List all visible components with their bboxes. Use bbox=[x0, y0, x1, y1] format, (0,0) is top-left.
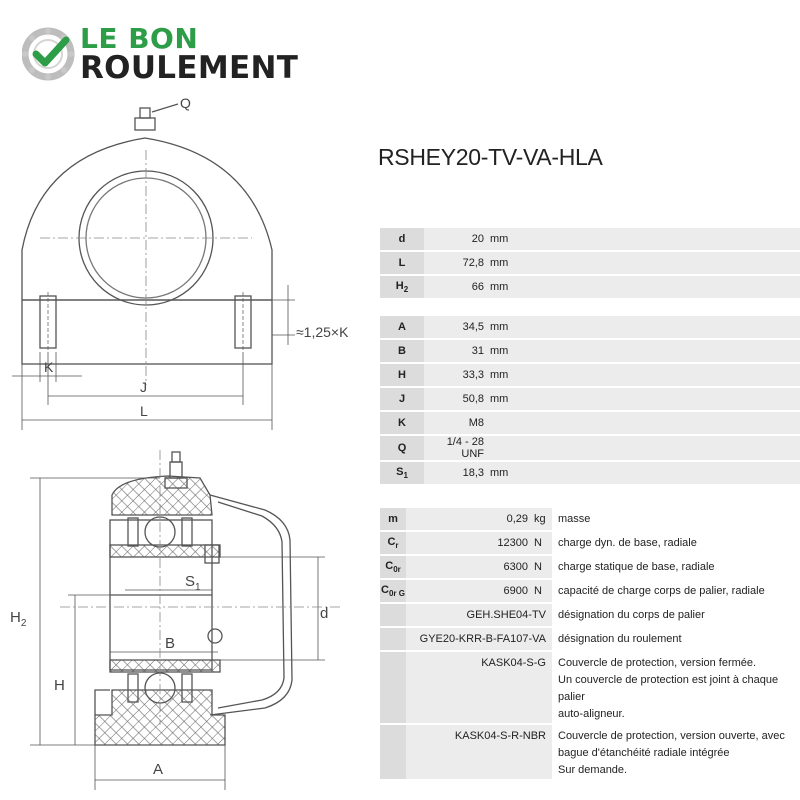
dimension-key: B bbox=[380, 340, 424, 362]
dimension-value: 1/4 - 28 UNF bbox=[424, 436, 490, 460]
spec-row bbox=[380, 652, 800, 723]
spec-designation: GEH.SHE04-TV bbox=[406, 604, 552, 626]
dimension-unit: mm bbox=[490, 276, 520, 298]
dimension-value: 31 bbox=[424, 340, 490, 362]
spec-row bbox=[380, 628, 800, 650]
label-j: J bbox=[140, 379, 147, 395]
label-a: A bbox=[153, 761, 164, 778]
label-h: H bbox=[54, 677, 65, 694]
dimension-unit: mm bbox=[490, 316, 520, 338]
spec-description-line: Sur demande. bbox=[558, 764, 628, 776]
label-d: d bbox=[320, 605, 329, 622]
brand-line2: ROULEMENT bbox=[80, 50, 299, 86]
spec-row bbox=[380, 604, 800, 626]
dimension-value: 50,8 bbox=[424, 388, 490, 410]
dimension-row bbox=[380, 252, 800, 274]
filler-cell bbox=[520, 388, 800, 410]
section-view bbox=[30, 450, 340, 790]
spec-key bbox=[380, 604, 406, 626]
dimension-row bbox=[380, 228, 800, 250]
product-title: RSHEY20-TV-VA-HLA bbox=[378, 144, 603, 170]
dimension-unit bbox=[490, 436, 520, 460]
dimension-unit: mm bbox=[490, 228, 520, 250]
brand-line1: LE BON bbox=[80, 22, 199, 55]
spec-value: 12300 bbox=[406, 532, 531, 554]
spec-value: 6900 bbox=[406, 580, 531, 602]
label-q: Q bbox=[180, 95, 191, 111]
spec-row bbox=[380, 532, 800, 554]
spec-key: $C_{0r}$ bbox=[380, 556, 406, 578]
filler-cell bbox=[520, 228, 800, 250]
spec-designation: KASK04-S-G bbox=[406, 652, 552, 723]
technical-drawing bbox=[0, 90, 375, 800]
spec-designation: GYE20-KRR-B-FA107-VA bbox=[406, 628, 552, 650]
label-s1: $S_1$ bbox=[185, 573, 201, 593]
spec-description-line: Un couvercle de protection est joint à chaque palier bbox=[558, 674, 779, 703]
filler-cell bbox=[520, 252, 800, 274]
dimension-row bbox=[380, 276, 800, 298]
front-view bbox=[12, 104, 295, 430]
spec-row bbox=[380, 725, 800, 779]
dimension-value: 18,3 bbox=[424, 462, 490, 484]
dimension-unit: mm bbox=[490, 340, 520, 362]
spec-unit: N bbox=[531, 580, 552, 602]
spec-unit: kg bbox=[531, 508, 552, 530]
dimension-key: $S_1$ bbox=[380, 462, 424, 484]
dimension-key: J bbox=[380, 388, 424, 410]
spec-key: m bbox=[380, 508, 406, 530]
spec-key bbox=[380, 652, 406, 723]
spacer-row bbox=[380, 300, 800, 314]
spec-row bbox=[380, 556, 800, 578]
spec-description: désignation du corps de palier bbox=[552, 604, 800, 626]
specs-table bbox=[380, 506, 800, 781]
filler-cell bbox=[520, 364, 800, 386]
dimension-row bbox=[380, 388, 800, 410]
filler-cell bbox=[520, 276, 800, 298]
bearing-check-icon bbox=[22, 26, 78, 82]
dimension-unit: mm bbox=[490, 252, 520, 274]
spec-description-line: Couvercle de protection, version fermée. bbox=[558, 657, 757, 669]
brand-logo bbox=[22, 22, 302, 84]
dimension-key: d bbox=[380, 228, 424, 250]
filler-cell bbox=[520, 316, 800, 338]
filler-cell bbox=[520, 412, 800, 434]
label-h2: $H_2$ bbox=[10, 609, 27, 629]
spec-key: $C_r$ bbox=[380, 532, 406, 554]
label-k-approx: ≈1,25×K bbox=[296, 324, 349, 340]
spec-key bbox=[380, 628, 406, 650]
dimension-row bbox=[380, 412, 800, 434]
filler-cell bbox=[520, 436, 800, 460]
spec-description bbox=[552, 652, 800, 723]
dimension-row bbox=[380, 364, 800, 386]
spec-row bbox=[380, 508, 800, 530]
filler-cell bbox=[520, 462, 800, 484]
dimension-row bbox=[380, 436, 800, 460]
dimension-key: $H_2$ bbox=[380, 276, 424, 298]
spec-row bbox=[380, 580, 800, 602]
spec-description-line: Couvercle de protection, version ouverte, avec bbox=[558, 730, 785, 742]
dimension-key: A bbox=[380, 316, 424, 338]
dimension-key: H bbox=[380, 364, 424, 386]
spec-description-line: bague d'étanchéité radiale intégrée bbox=[558, 747, 730, 759]
dimension-value: 20 bbox=[424, 228, 490, 250]
dimension-unit: mm bbox=[490, 388, 520, 410]
spec-key bbox=[380, 725, 406, 779]
dimension-key: K bbox=[380, 412, 424, 434]
label-k: K bbox=[44, 359, 54, 375]
label-l: L bbox=[140, 403, 148, 419]
filler-cell bbox=[520, 340, 800, 362]
spec-unit: N bbox=[531, 556, 552, 578]
spec-description: désignation du roulement bbox=[552, 628, 800, 650]
spec-unit: N bbox=[531, 532, 552, 554]
dimension-row bbox=[380, 462, 800, 484]
spec-description bbox=[552, 725, 800, 779]
dimension-unit: mm bbox=[490, 364, 520, 386]
dimension-value: 72,8 bbox=[424, 252, 490, 274]
dimension-unit: mm bbox=[490, 462, 520, 484]
spec-description: charge statique de base, radiale bbox=[552, 556, 800, 578]
dimension-unit bbox=[490, 412, 520, 434]
spec-value: 6300 bbox=[406, 556, 531, 578]
dimension-key: Q bbox=[380, 436, 424, 460]
spec-description: charge dyn. de base, radiale bbox=[552, 532, 800, 554]
dimension-value: 33,3 bbox=[424, 364, 490, 386]
spec-description-line: auto-aligneur. bbox=[558, 708, 625, 720]
dimension-row bbox=[380, 340, 800, 362]
dimension-key: L bbox=[380, 252, 424, 274]
dimension-value: 34,5 bbox=[424, 316, 490, 338]
label-b: B bbox=[165, 635, 176, 652]
spec-description: masse bbox=[552, 508, 800, 530]
dimension-value: M8 bbox=[424, 412, 490, 434]
spec-key: $C_{0r G}$ bbox=[380, 580, 406, 602]
dimension-value: 66 bbox=[424, 276, 490, 298]
dimension-row bbox=[380, 316, 800, 338]
dimensions-table bbox=[380, 226, 800, 486]
spec-description: capacité de charge corps de palier, radiale bbox=[552, 580, 800, 602]
spec-value: 0,29 bbox=[406, 508, 531, 530]
spec-designation: KASK04-S-R-NBR bbox=[406, 725, 552, 779]
